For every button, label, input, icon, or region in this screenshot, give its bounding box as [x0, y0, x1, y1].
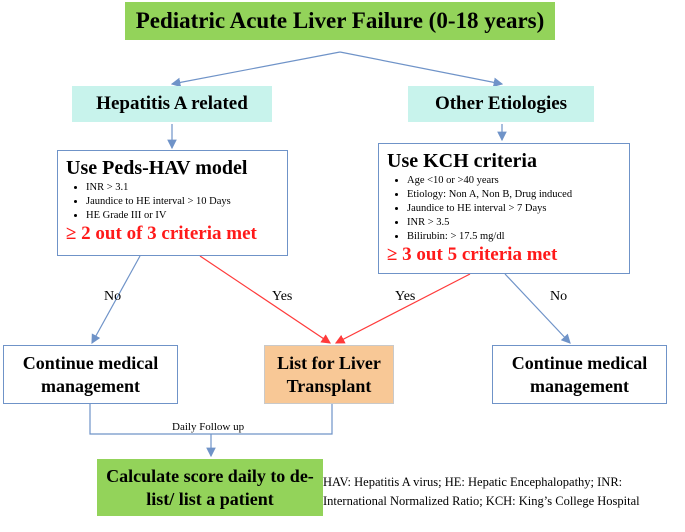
outcome-transplant-label: List for Liver Transplant — [277, 352, 381, 396]
kch-criterion: • Jaundice to HE interval > 7 Days — [407, 202, 623, 216]
diagram-title: Pediatric Acute Liver Failure (0-18 years) — [135, 8, 545, 33]
branch-hepatitis-a — [72, 86, 272, 122]
final-step-label: Calculate score daily to de-list/ list a patient — [106, 465, 314, 509]
outcome-continue-right — [492, 345, 667, 404]
peds-hav-criterion: • HE Grade III or IV — [86, 209, 281, 223]
edge-label-no-left: No — [104, 289, 122, 304]
peds-hav-box — [57, 150, 288, 256]
peds-hav-threshold: ≥ 2 out of 3 criteria met — [66, 223, 257, 244]
kch-threshold: ≥ 3 out 5 criteria met — [387, 244, 558, 265]
branch-other-etiologies — [408, 86, 594, 122]
final-step-box — [97, 459, 323, 516]
branch-hepatitis-a-label: Hepatitis A related — [96, 93, 248, 114]
edge-label-yes-right: Yes — [395, 289, 416, 304]
outcome-transplant — [264, 345, 394, 404]
kch-criterion: • Bilirubin: > 17.5 mg/dl — [407, 230, 623, 244]
kch-criterion: • INR > 3.5 — [407, 216, 623, 230]
outcome-continue-left — [3, 345, 178, 404]
kch-criterion: • Age <10 or >40 years — [407, 174, 623, 188]
edge-label-daily-follow-up: Daily Follow up — [172, 421, 245, 433]
arrow-hav-yes — [200, 256, 330, 343]
kch-criteria-list — [387, 174, 623, 244]
kch-box — [378, 143, 630, 274]
peds-hav-criterion: • Jaundice to HE interval > 10 Days — [86, 195, 281, 209]
peds-hav-criterion: • INR > 3.1 — [86, 181, 281, 195]
kch-criterion: • Etiology: Non A, Non B, Drug induced — [407, 188, 623, 202]
arrow-title-to-other — [340, 52, 502, 84]
peds-hav-criteria-list — [66, 181, 281, 223]
outcome-continue-left-label: Continue medical management — [22, 352, 159, 396]
branch-other-etiologies-label: Other Etiologies — [434, 93, 568, 114]
abbreviations-footnote — [323, 473, 683, 511]
outcome-continue-right-label: Continue medical management — [511, 352, 648, 396]
arrow-kch-yes — [336, 274, 470, 343]
kch-title: Use KCH criteria — [387, 150, 537, 172]
arrow-title-to-hav — [172, 52, 340, 84]
arrow-kch-no — [505, 274, 570, 343]
peds-hav-title: Use Peds-HAV model — [66, 157, 248, 179]
edge-label-yes-left: Yes — [272, 289, 293, 304]
title-box — [125, 2, 555, 40]
footnote-text: HAV: Hepatitis A virus; HE: Hepatic Encephalopathy; INR: International Normalized Ratio; KCH: King’s College Hospital — [323, 475, 640, 508]
edge-label-no-right: No — [550, 289, 568, 304]
